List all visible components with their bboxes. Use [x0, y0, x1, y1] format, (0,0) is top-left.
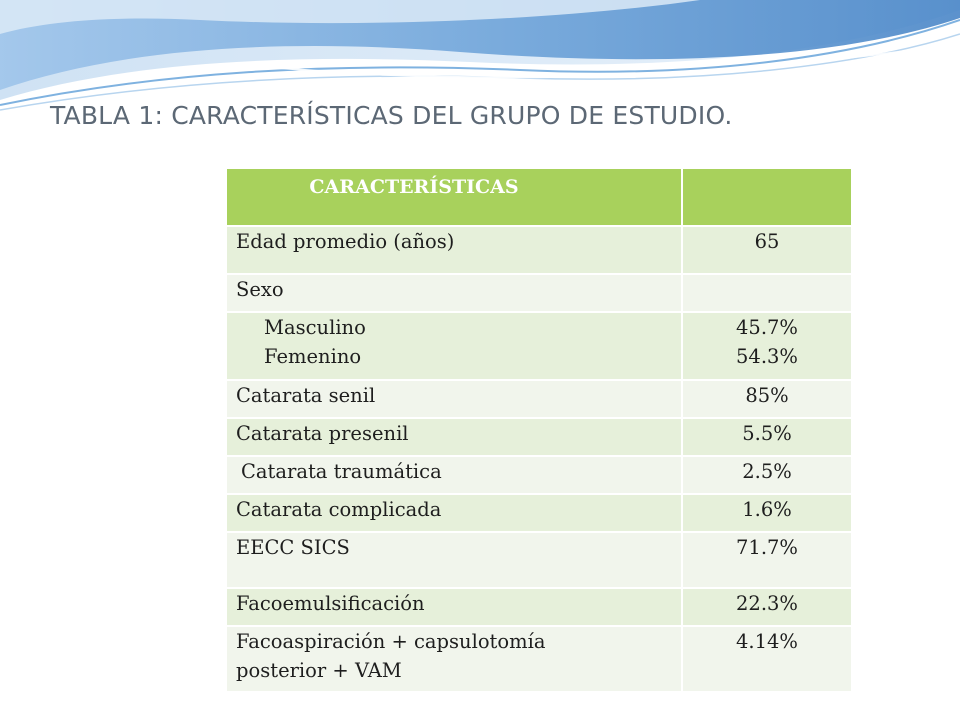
table-row	[226, 588, 852, 626]
row-value: 4.14%	[682, 626, 852, 692]
slide-title: TABLA 1: CARACTERÍSTICAS DEL GRUPO DE ESTUDIO.	[50, 101, 733, 130]
row-value: 22.3%	[682, 588, 852, 626]
header-cell-value	[682, 168, 852, 226]
row-value: 1.6%	[682, 494, 852, 532]
row-label: Sexo	[226, 274, 682, 312]
row-value: 5.5%	[682, 418, 852, 456]
table-row	[226, 626, 852, 692]
row-label: Catarata complicada	[226, 494, 682, 532]
row-value	[682, 274, 852, 312]
row-label: EECC SICS	[226, 532, 682, 588]
table-row	[226, 494, 852, 532]
table-row	[226, 226, 852, 274]
table-row	[226, 456, 852, 494]
row-label: Catarata senil	[226, 380, 682, 418]
row-value-group	[682, 312, 852, 380]
characteristics-table	[225, 167, 853, 693]
row-value: 65	[682, 226, 852, 274]
table-header-row	[226, 168, 852, 226]
row-value: 71.7%	[682, 532, 852, 588]
row-value-female: 54.3%	[736, 345, 798, 368]
row-value: 2.5%	[682, 456, 852, 494]
row-label-line-1: Facoaspiración + capsulotomía	[236, 630, 546, 653]
row-sublabel-male: Masculino	[264, 316, 366, 339]
table-row	[226, 380, 852, 418]
row-label-line-2: posterior + VAM	[236, 659, 402, 682]
row-label: Catarata traumática	[226, 456, 682, 494]
row-value: 85%	[682, 380, 852, 418]
table-row	[226, 532, 852, 588]
row-value-male: 45.7%	[736, 316, 798, 339]
header-cell-characteristics: CARACTERÍSTICAS	[226, 168, 682, 226]
row-label: Edad promedio (años)	[226, 226, 682, 274]
row-sublabel-female: Femenino	[264, 345, 362, 368]
table-row	[226, 274, 852, 312]
table-row	[226, 418, 852, 456]
table-row	[226, 312, 852, 380]
row-label-multiline	[226, 626, 682, 692]
row-label: Catarata presenil	[226, 418, 682, 456]
row-label: Facoemulsificación	[226, 588, 682, 626]
row-label-group	[226, 312, 682, 380]
